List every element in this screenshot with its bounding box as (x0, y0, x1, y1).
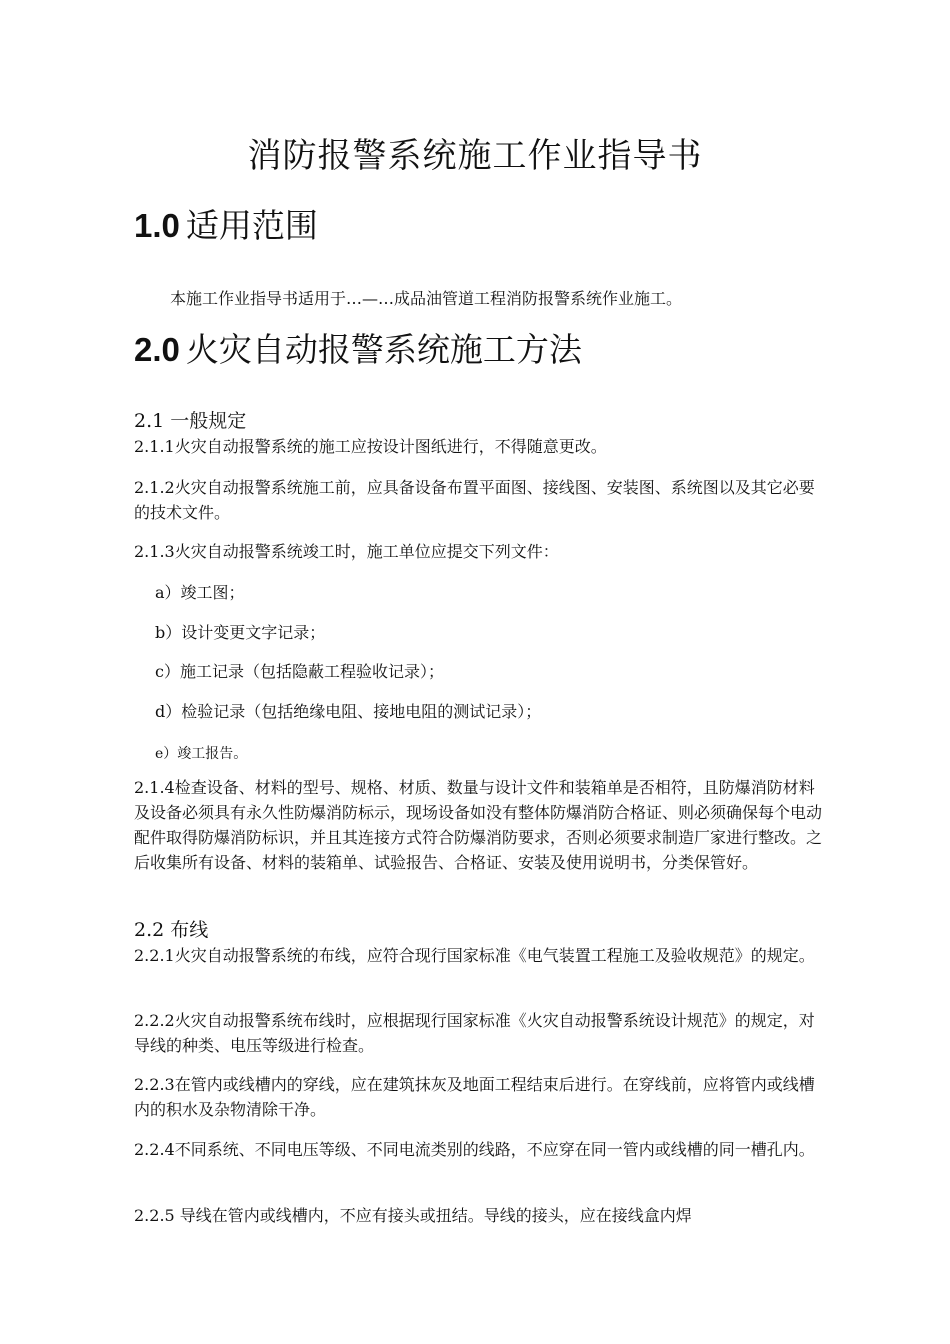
paragraph-2-1-1: 2.1.1火灾自动报警系统的施工应按设计图纸进行，不得随意更改。 (134, 437, 607, 456)
paragraph-2-2-1: 2.2.1火灾自动报警系统的布线，应符合现行国家标准《电气装置工程施工及验收规范》的规定。 (134, 946, 815, 965)
list-item-c: c）施工记录（包括隐蔽工程验收记录）； (155, 662, 444, 681)
section-number: 2.0 (134, 331, 180, 368)
section-heading-1 (134, 200, 318, 247)
list-item-b: b）设计变更文字记录； (155, 623, 326, 642)
paragraph-2-2-5: 2.2.5 导线在管内或线槽内，不应有接头或扭结。导线的接头，应在接线盒内焊 (134, 1206, 692, 1225)
list-item-a: a）竣工图； (155, 583, 245, 602)
paragraph-2-2-2: 2.2.2火灾自动报警系统布线时，应根据现行国家标准《火灾自动报警系统设计规范》的规定，对导线的种类、电压等级进行检查。 (134, 1011, 815, 1055)
paragraph-2-1-3: 2.1.3火灾自动报警系统竣工时，施工单位应提交下列文件： (134, 542, 559, 561)
section-title: 火灾自动报警系统施工方法 (185, 330, 582, 369)
list-item-d: d）检验记录（包括绝缘电阻、接地电阻的测试记录）； (155, 702, 542, 721)
intro-paragraph: 本施工作业指导书适用于…—…成品油管道工程消防报警系统作业施工。 (170, 289, 683, 308)
subsection-heading-2-2: 2.2 布线 (134, 919, 209, 941)
section-heading-2 (134, 324, 582, 371)
paragraph-2-1-2: 2.1.2火灾自动报警系统施工前，应具备设备布置平面图、接线图、安装图、系统图以及其它必要的技术文件。 (134, 478, 815, 522)
subsection-heading-2-1: 2.1 一般规定 (134, 410, 247, 432)
paragraph-2-2-4: 2.2.4不同系统、不同电压等级、不同电流类别的线路，不应穿在同一管内或线槽的同一槽孔内。 (134, 1140, 815, 1159)
document-title: 消防报警系统施工作业指导书 (247, 136, 703, 176)
list-item-e: e）竣工报告。 (155, 746, 248, 762)
paragraph-2-1-4: 2.1.4检查设备、材料的型号、规格、材质、数量与设计文件和装箱单是否相符，且防爆消防材料及设备必须具有永久性防爆消防标示，现场设备如没有整体防爆消防合格证、则必须确保每个电动配件取得防爆消防标识，并且其连接方式符合防爆消防要求，否则必须要求制造厂家进行整改。之后收集所有设备、材料的装箱单、试验报告、合格证、安装及使用说明书，分类保管好。 (134, 778, 823, 872)
section-title: 适用范围 (185, 206, 318, 245)
paragraph-2-2-3: 2.2.3在管内或线槽内的穿线，应在建筑抹灰及地面工程结束后进行。在穿线前，应将管内或线槽内的积水及杂物清除干净。 (134, 1075, 815, 1119)
section-number: 1.0 (134, 207, 180, 244)
